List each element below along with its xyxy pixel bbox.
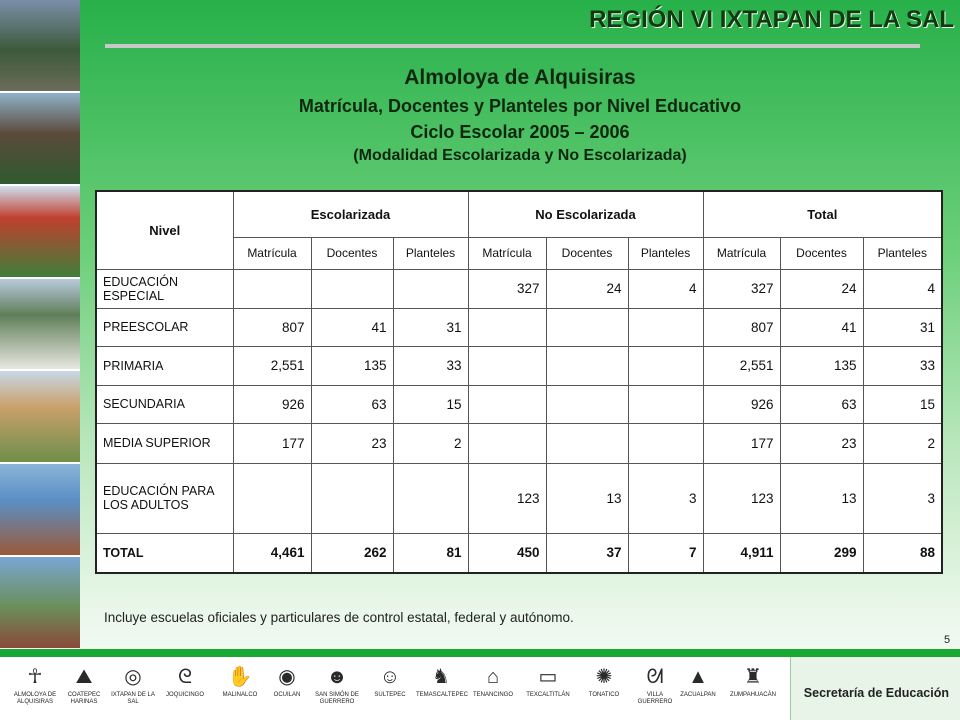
municipality-item: ◉ OCUILAN (262, 657, 312, 699)
hill-photo (0, 557, 80, 650)
sun-glyph-icon: ✺ (595, 666, 613, 688)
row-label: SECUNDARIA (96, 385, 233, 423)
cell: 926 (703, 385, 780, 423)
municipality-glyph-strip (0, 657, 790, 720)
footer-org-panel (790, 657, 960, 720)
subheader-matricula: Matrícula (703, 237, 780, 269)
subheader-planteles: Planteles (863, 237, 942, 269)
municipality-item: ☺ SULTEPEC (365, 657, 415, 699)
region-title: REGIÓN VI IXTAPAN DE LA SAL (589, 6, 954, 33)
cell: 807 (703, 308, 780, 346)
cell (628, 423, 703, 463)
cell: 3 (628, 463, 703, 533)
cell (628, 346, 703, 385)
cell: 31 (863, 308, 942, 346)
title-divider (105, 44, 920, 48)
cell: 31 (393, 308, 468, 346)
subheader-matricula: Matrícula (468, 237, 546, 269)
forest-photo (0, 371, 80, 464)
cell: 63 (311, 385, 393, 423)
spiral-glyph-icon: ◎ (124, 666, 142, 688)
cell: 23 (780, 423, 863, 463)
modality-note: (Modalidad Escolarizada y No Escolarizada) (353, 147, 687, 164)
subheader-planteles: Planteles (393, 237, 468, 269)
municipality-item: ✺ TONATICO (579, 657, 629, 699)
group-header-no-escolarizada: No Escolarizada (468, 191, 703, 237)
stone-glyph-icon: ▭ (538, 666, 558, 688)
cell: 123 (703, 463, 780, 533)
cell (546, 385, 628, 423)
cell: 807 (233, 308, 311, 346)
hill-glyph-icon: ⛰ (75, 666, 93, 688)
cell (233, 269, 311, 308)
warrior-glyph-icon: ♞ (432, 666, 450, 688)
municipality-title: Almoloya de Alquisiras (404, 66, 636, 89)
cell (546, 346, 628, 385)
sky-photo (0, 464, 80, 557)
enrollment-table (95, 190, 943, 574)
municipality-item: ♞ TEMASCALTEPEC (416, 657, 466, 699)
cell: 41 (780, 308, 863, 346)
row-label: MEDIA SUPERIOR (96, 423, 233, 463)
cell (393, 269, 468, 308)
cell: 299 (780, 533, 863, 573)
cell: 4 (628, 269, 703, 308)
town-photo (0, 186, 80, 279)
table-row (96, 269, 942, 308)
municipality-item: ◎ IXTAPAN DE LA SAL (108, 657, 158, 706)
municipality-item: ⛰ COATEPEC HARINAS (59, 657, 109, 706)
footnote: Incluye escuelas oficiales y particulares de control estatal, federal y autónomo. (104, 610, 574, 625)
group-header-total: Total (703, 191, 942, 237)
subheader-docentes: Docentes (546, 237, 628, 269)
cell: 177 (233, 423, 311, 463)
landscape-photo (0, 0, 80, 93)
cell: 327 (468, 269, 546, 308)
cell (311, 463, 393, 533)
photo-strip (0, 0, 80, 650)
figure-glyph-icon: ☥ (27, 666, 43, 688)
cell: 177 (703, 423, 780, 463)
cell: 13 (546, 463, 628, 533)
cell: 450 (468, 533, 546, 573)
cell: 15 (393, 385, 468, 423)
pyramid-glyph-icon: ▲ (688, 666, 708, 688)
page-number: 5 (944, 634, 951, 646)
mountain-photo (0, 93, 80, 186)
subheader-matricula: Matrícula (233, 237, 311, 269)
municipality-item: ᘛ VILLA GUERRERO (630, 657, 680, 706)
footer-bar (0, 649, 960, 657)
cell (311, 269, 393, 308)
row-label: PREESCOLAR (96, 308, 233, 346)
subheader-docentes: Docentes (311, 237, 393, 269)
row-label: EDUCACIÓN ESPECIAL (96, 269, 233, 308)
table-row (96, 463, 942, 533)
cell (628, 308, 703, 346)
cell: 13 (780, 463, 863, 533)
total-label: TOTAL (96, 533, 233, 573)
total-row (96, 533, 942, 573)
row-label: EDUCACIÓN PARA LOS ADULTOS (96, 463, 233, 533)
bird-glyph-icon: ᘛ (646, 666, 664, 688)
cell: 123 (468, 463, 546, 533)
cell: 33 (863, 346, 942, 385)
mask-glyph-icon: ☻ (326, 666, 348, 688)
municipality-item: ⌂ TENANCINGO (468, 657, 518, 699)
cell: 7 (628, 533, 703, 573)
cell (546, 423, 628, 463)
school-cycle: Ciclo Escolar 2005 – 2006 (410, 122, 630, 142)
cell: 3 (863, 463, 942, 533)
footer-org-name: Secretaría de Educación (803, 686, 949, 700)
cell (468, 308, 546, 346)
subheader-planteles: Planteles (628, 237, 703, 269)
cell (233, 463, 311, 533)
cell: 37 (546, 533, 628, 573)
cell: 4,911 (703, 533, 780, 573)
cell: 24 (546, 269, 628, 308)
table-row (96, 423, 942, 463)
face-glyph-icon: ☺ (379, 666, 401, 688)
table-row (96, 308, 942, 346)
municipality-item: ▲ ZACUALPAN (673, 657, 723, 699)
cell: 88 (863, 533, 942, 573)
cell: 2,551 (703, 346, 780, 385)
municipality-item: ☥ ALMOLOYA DE ALQUISIRAS (10, 657, 60, 706)
table-row (96, 346, 942, 385)
building-photo (0, 279, 80, 372)
group-header-escolarizada: Escolarizada (233, 191, 468, 237)
cell: 2 (863, 423, 942, 463)
cell: 327 (703, 269, 780, 308)
cell (393, 463, 468, 533)
cell: 41 (311, 308, 393, 346)
cell (468, 385, 546, 423)
row-label: PRIMARIA (96, 346, 233, 385)
cell: 262 (311, 533, 393, 573)
municipality-item: ☻ SAN SIMÓN DE GUERRERO (312, 657, 362, 706)
cell: 135 (780, 346, 863, 385)
cell: 2 (393, 423, 468, 463)
municipality-item: ♜ ZUMPAHUACÁN (728, 657, 778, 699)
seated-figure-glyph-icon: ♜ (744, 666, 762, 688)
subheader-docentes: Docentes (780, 237, 863, 269)
temple-glyph-icon: ⌂ (486, 666, 500, 688)
cell: 81 (393, 533, 468, 573)
cell (546, 308, 628, 346)
report-subtitle: Matrícula, Docentes y Planteles por Nivel Educativo (298, 96, 742, 116)
cell: 15 (863, 385, 942, 423)
creature-glyph-icon: ᘓ (177, 666, 193, 688)
municipality-item: ▭ TEXCALTITLÁN (523, 657, 573, 699)
cell (468, 423, 546, 463)
cell: 2,551 (233, 346, 311, 385)
cell: 24 (780, 269, 863, 308)
cell: 135 (311, 346, 393, 385)
cell: 4,461 (233, 533, 311, 573)
cell: 926 (233, 385, 311, 423)
coil-glyph-icon: ◉ (278, 666, 296, 688)
table-row (96, 385, 942, 423)
cell (468, 346, 546, 385)
cell: 23 (311, 423, 393, 463)
cell: 63 (780, 385, 863, 423)
municipality-item: ✋ MALINALCO (215, 657, 265, 699)
nivel-header: Nivel (96, 191, 233, 269)
cell (628, 385, 703, 423)
cell: 33 (393, 346, 468, 385)
hand-glyph-icon: ✋ (227, 666, 253, 688)
municipality-item: ᘓ JOQUICINGO (160, 657, 210, 699)
cell: 4 (863, 269, 942, 308)
